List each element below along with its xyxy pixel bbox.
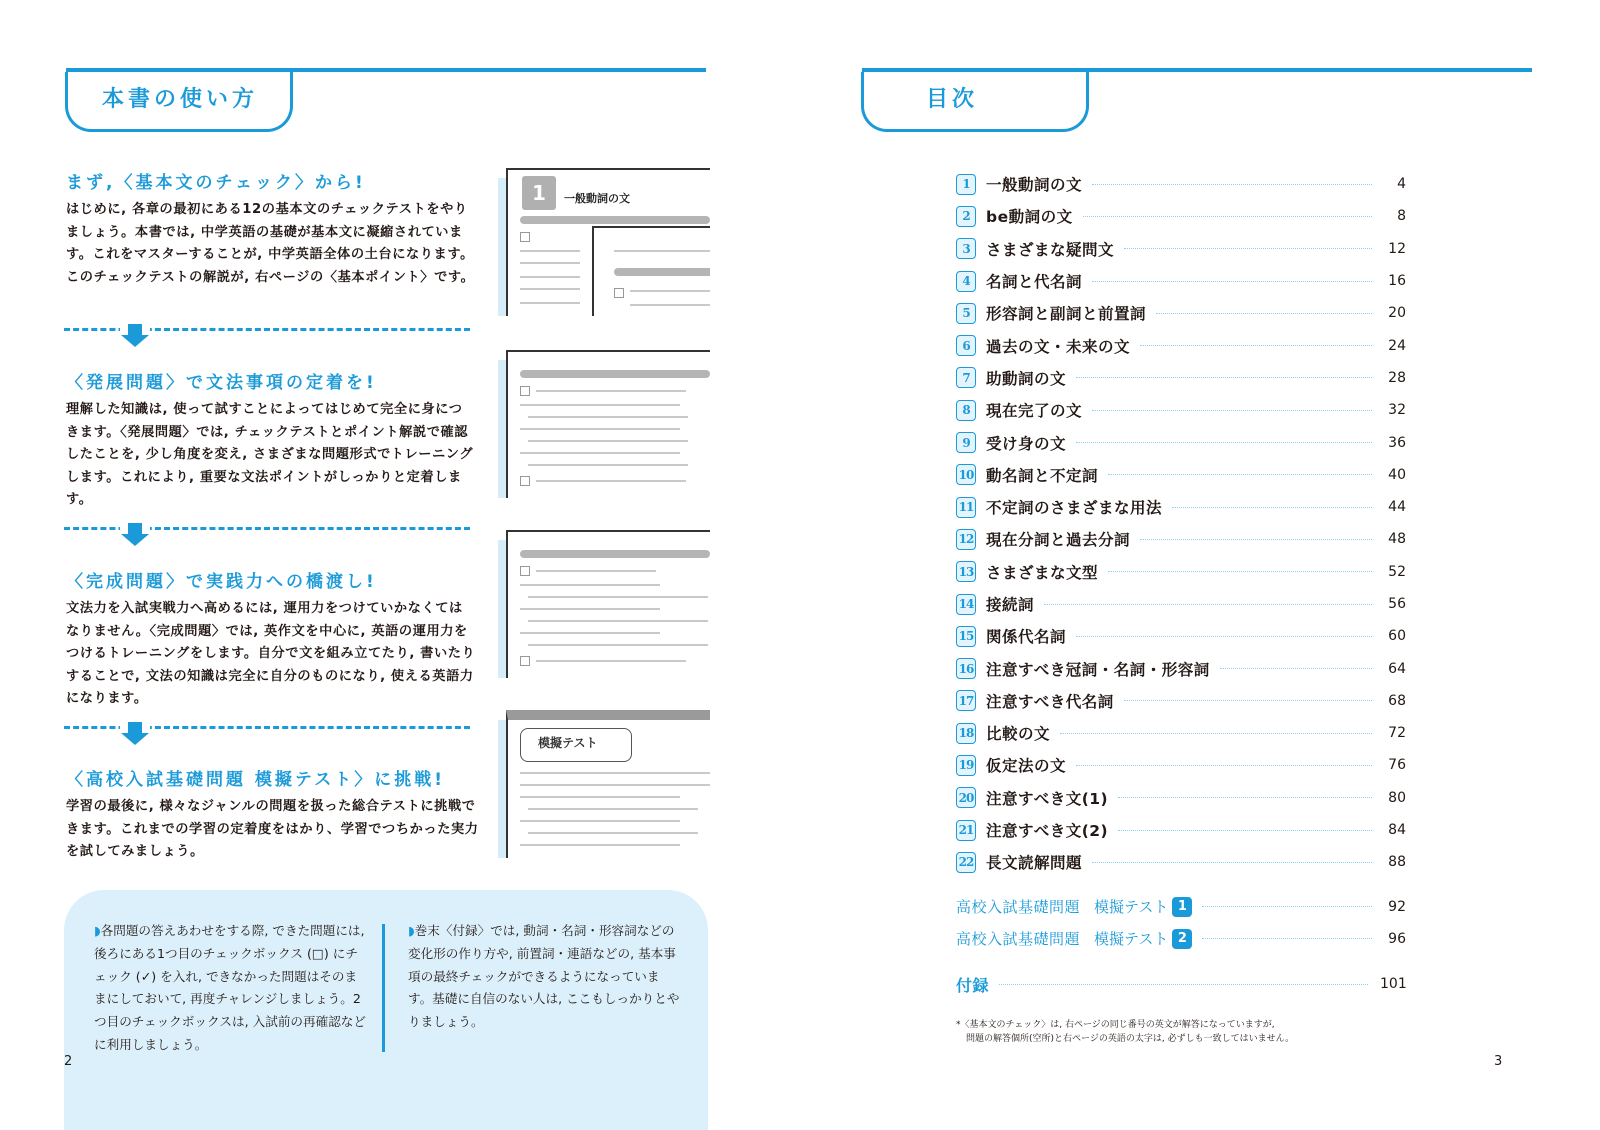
section-divider — [64, 521, 470, 551]
section-body: 文法力を入試実戦力へ高めるには, 運用力をつけていかなくてはなりません。〈完成問題〉では, 英作文を中心に, 英語の運用力をつけるトレーニングをします。自分で文を組み立てたり, 書いたりすることで, 文法の知識は完全に自分のものになり, 使える英語力になります。 — [66, 601, 476, 707]
dotted-leader — [1140, 345, 1372, 346]
down-arrow-icon — [120, 322, 150, 350]
chapter-number-badge: 1 — [956, 174, 976, 195]
dotted-leader — [1092, 281, 1372, 282]
toc-entry-chapter-4[interactable] — [956, 265, 1406, 297]
section-heading: まず,〈基本文のチェック〉から! — [66, 173, 366, 193]
thumbnail-basic-check — [498, 168, 710, 316]
toc-page-number: 40 — [1388, 466, 1406, 483]
dotted-leader — [1202, 938, 1372, 939]
toc-entry-appendix[interactable]: 付録 101 — [956, 975, 1407, 995]
toc-chapter-title: 一般動詞の文 — [986, 176, 1083, 195]
chapter-number-badge: 2 — [956, 206, 976, 227]
chapter-number-badge: 21 — [956, 820, 976, 841]
dotted-leader — [1202, 906, 1372, 907]
toc-chapter-title: 不定詞のさまざまな用法 — [986, 499, 1163, 518]
page-number: 2 — [64, 1054, 73, 1069]
chapter-number-badge: 8 — [956, 400, 976, 421]
toc-entry-chapter-3[interactable] — [956, 233, 1406, 265]
section-heading: 〈発展問題〉で文法事項の定着を! — [66, 373, 377, 393]
toc-entry-chapter-10[interactable] — [956, 459, 1406, 491]
page-title: 本書の使い方 — [102, 87, 259, 112]
toc-entry-chapter-5[interactable] — [956, 297, 1406, 329]
dotted-leader — [1044, 604, 1372, 605]
section-heading: 〈高校入試基礎問題 模擬テスト〉に挑戦! — [66, 770, 445, 790]
chapter-number-badge: 7 — [956, 367, 976, 388]
toc-chapter-title: 現在分詞と過去分詞 — [986, 531, 1131, 550]
toc-entry-chapter-16[interactable] — [956, 652, 1406, 684]
chapter-number: 1 — [522, 176, 556, 210]
chapter-number-badge: 17 — [956, 690, 976, 711]
toc-chapter-title: 注意すべき文(2) — [986, 822, 1109, 841]
thumbnail-completion-problems — [498, 530, 710, 678]
toc-chapter-title: 接続詞 — [986, 596, 1035, 614]
dotted-leader — [1060, 733, 1372, 734]
toc-chapter-title: 注意すべき文(1) — [986, 789, 1109, 808]
toc-chapter-title: 過去の文・未来の文 — [986, 337, 1131, 356]
chapter-number-badge: 16 — [956, 658, 976, 679]
toc-chapter-title: 注意すべき冠詞・名詞・形容詞 — [986, 660, 1210, 679]
right-page — [800, 0, 1600, 1130]
section-divider — [64, 720, 470, 750]
chapter-number-badge: 14 — [956, 594, 976, 615]
toc-page-number: 72 — [1388, 725, 1406, 742]
toc-chapter-title: さまざまな文型 — [986, 563, 1099, 582]
toc-page-number: 16 — [1388, 273, 1406, 290]
thumbnail-mock-test — [498, 710, 710, 858]
toc-entry-chapter-15[interactable] — [956, 620, 1406, 652]
dotted-leader — [1076, 377, 1372, 378]
toc-page-number: 76 — [1388, 757, 1406, 774]
dotted-leader — [1092, 410, 1372, 411]
toc-page-number: 20 — [1388, 305, 1406, 322]
chapter-number-badge: 19 — [956, 755, 976, 776]
toc-page-number: 60 — [1388, 628, 1406, 645]
toc-page-number: 101 — [1380, 976, 1407, 993]
chapter-number-badge: 5 — [956, 303, 976, 324]
info-checkbox-tip: ◗各問題の答えあわせをする際, できた問題には, 後ろにある1つ目のチェックボックス (□) にチェック (✓) を入れ, できなかった問題はそのままにしておいて, 再度チャレンジしましょう。2つ目のチェックボックスは, 入試前の再確認などに利用しましょう。 — [94, 923, 366, 1052]
dotted-leader — [1108, 571, 1372, 572]
chapter-number-badge: 11 — [956, 497, 976, 518]
toc-page-number: 8 — [1397, 208, 1406, 225]
chapter-number-badge: 4 — [956, 271, 976, 292]
toc-page-number: 12 — [1388, 240, 1406, 257]
dotted-leader — [1118, 830, 1372, 831]
toc-entry-chapter-6[interactable] — [956, 329, 1406, 361]
toc-page-number: 52 — [1388, 563, 1406, 580]
toc-entry-chapter-19[interactable] — [956, 749, 1406, 781]
dotted-leader — [1124, 700, 1372, 701]
toc-chapter-title: 比較の文 — [986, 725, 1051, 744]
toc-entry-chapter-14[interactable] — [956, 588, 1406, 620]
toc-page-number: 64 — [1388, 660, 1406, 677]
toc-chapter-title: 現在完了の文 — [986, 402, 1083, 421]
toc-page-number: 88 — [1388, 854, 1406, 871]
toc-page-number: 36 — [1388, 434, 1406, 451]
toc-entry-chapter-22[interactable] — [956, 846, 1406, 878]
toc-chapter-title: 形容詞と副詞と前置詞 — [986, 305, 1147, 324]
dotted-leader — [1172, 507, 1372, 508]
toc-chapter-title: 仮定法の文 — [986, 757, 1067, 776]
toc-chapter-title: 関係代名詞 — [986, 628, 1067, 647]
bullet-icon: ◗ — [408, 923, 415, 938]
bullet-icon: ◗ — [94, 923, 101, 938]
chapter-number-badge: 15 — [956, 626, 976, 647]
toc-chapter-title: be動詞の文 — [986, 208, 1073, 227]
page-number: 3 — [1494, 1054, 1503, 1069]
toc-entry-chapter-2[interactable] — [956, 200, 1406, 232]
chapter-number-badge: 22 — [956, 852, 976, 873]
toc-entry-chapter-11[interactable] — [956, 491, 1406, 523]
dotted-leader — [1076, 636, 1372, 637]
dotted-leader — [1108, 474, 1372, 475]
chapter-number-badge: 3 — [956, 238, 976, 259]
footnote: *〈基本文のチェック〉は, 右ページの同じ番号の英文が解答になっていますが, 問題の解答個所(空所)と右ページの英語の太字は, 必ずしも一致してはいません。 — [956, 1020, 1295, 1044]
info-panel — [64, 890, 708, 1130]
toc-entry-mock-test-2[interactable]: 高校入試基礎問題 模擬テスト 2 96 — [956, 930, 1406, 949]
toc-entry-chapter-7[interactable] — [956, 362, 1406, 394]
chapter-number-badge: 20 — [956, 787, 976, 808]
dotted-leader — [999, 984, 1368, 985]
section-body: 理解した知識は, 使って試すことによってはじめて完全に身につきます。〈発展問題〉では, チェックテストとポイント解説で確認したことを, 少し角度を変え, さまざまな問題形式でトレーニングします。これにより, 重要な文法ポイントがしっかりと定着します。 — [66, 402, 474, 508]
toc-page-number: 28 — [1388, 369, 1406, 386]
toc-entry-chapter-13[interactable] — [956, 556, 1406, 588]
dotted-leader — [1220, 668, 1372, 669]
toc-page-number: 68 — [1388, 692, 1406, 709]
chapter-number-badge: 13 — [956, 561, 976, 582]
toc-page-number: 56 — [1388, 596, 1406, 612]
header-tab — [65, 72, 293, 132]
toc-chapter-title: 助動詞の文 — [986, 369, 1067, 388]
section-body: 学習の最後に, 様々なジャンルの問題を扱った総合テストに挑戦できます。これまでの学習の定着度をはかり、学習でつちかった実力を試してみましょう。 — [66, 799, 479, 860]
table-of-contents — [956, 168, 1406, 1000]
dotted-leader — [1083, 216, 1372, 217]
toc-entry-chapter-9[interactable] — [956, 426, 1406, 458]
chapter-title: 一般動詞の文 — [564, 192, 630, 205]
toc-chapter-title: 受け身の文 — [986, 434, 1067, 453]
info-appendix-tip: ◗巻末〈付録〉では, 動詞・名詞・形容詞などの変化形の作り方や, 前置詞・連語などの, 基本事項の最終チェックができるようになっています。基礎に自信のない人は, ここもしっかりとやりましょう。 — [408, 923, 680, 1030]
toc-entry-mock-test-1[interactable]: 高校入試基礎問題 模擬テスト 1 92 — [956, 898, 1406, 917]
header-tab — [861, 72, 1089, 132]
section-advanced-problems — [66, 368, 476, 512]
toc-entry-chapter-12[interactable] — [956, 523, 1406, 555]
toc-page-number: 24 — [1388, 337, 1406, 354]
dotted-leader — [1156, 313, 1372, 314]
dotted-leader — [1076, 442, 1372, 443]
toc-entry-chapter-8[interactable] — [956, 394, 1406, 426]
toc-chapter-title: 名詞と代名詞 — [986, 273, 1083, 292]
section-completion-problems — [66, 567, 476, 711]
toc-entry-chapter-20[interactable] — [956, 782, 1406, 814]
toc-page-number: 44 — [1388, 499, 1406, 516]
toc-page-number: 4 — [1397, 176, 1406, 193]
toc-entry-chapter-17[interactable] — [956, 685, 1406, 717]
chapter-number-badge: 18 — [956, 723, 976, 744]
test-number-badge: 2 — [1172, 929, 1192, 949]
toc-page-number: 32 — [1388, 402, 1406, 419]
toc-page-number: 96 — [1388, 930, 1406, 947]
dotted-leader — [1124, 248, 1372, 249]
chapter-number-badge: 9 — [956, 432, 976, 453]
section-body: はじめに, 各章の最初にある12の基本文のチェックテストをやりましょう。本書では, 中学英語の基礎が基本文に凝縮されています。これをマスターすることが, 中学英語全体の土台になります。このチェックテストの解説が, 右ページの〈基本ポイント〉です。 — [66, 202, 475, 285]
toc-chapter-title: さまざまな疑問文 — [986, 240, 1115, 259]
toc-page-number: 80 — [1388, 789, 1406, 806]
chapter-number-badge: 6 — [956, 335, 976, 356]
toc-entry-chapter-21[interactable] — [956, 814, 1406, 846]
dotted-leader — [1092, 862, 1372, 863]
down-arrow-icon — [120, 521, 150, 549]
down-arrow-icon — [120, 720, 150, 748]
section-basic-check — [66, 168, 476, 289]
toc-entry-chapter-18[interactable] — [956, 717, 1406, 749]
dotted-leader — [1092, 184, 1372, 185]
toc-page-number: 48 — [1388, 531, 1406, 548]
toc-page-number: 84 — [1388, 822, 1406, 839]
section-heading: 〈完成問題〉で実践力への橋渡し! — [66, 572, 377, 592]
dotted-leader — [1140, 539, 1372, 540]
section-divider — [64, 322, 470, 352]
chapter-number-badge: 10 — [956, 464, 976, 485]
mock-test-title: 模擬テスト — [538, 736, 598, 750]
page-title: 目次 — [926, 87, 979, 112]
toc-entry-chapter-1[interactable] — [956, 168, 1406, 200]
toc-page-number: 92 — [1388, 898, 1406, 915]
info-separator — [382, 924, 385, 1052]
test-number-badge: 1 — [1172, 897, 1192, 917]
toc-chapter-title: 長文読解問題 — [986, 854, 1083, 873]
chapter-number-badge: 12 — [956, 529, 976, 550]
section-mock-test — [66, 765, 486, 864]
toc-chapter-title: 注意すべき代名詞 — [986, 692, 1114, 711]
toc-chapter-title: 動名詞と不定詞 — [986, 466, 1099, 485]
thumbnail-advanced-problems — [498, 350, 710, 498]
dotted-leader — [1118, 797, 1372, 798]
dotted-leader — [1076, 765, 1372, 766]
